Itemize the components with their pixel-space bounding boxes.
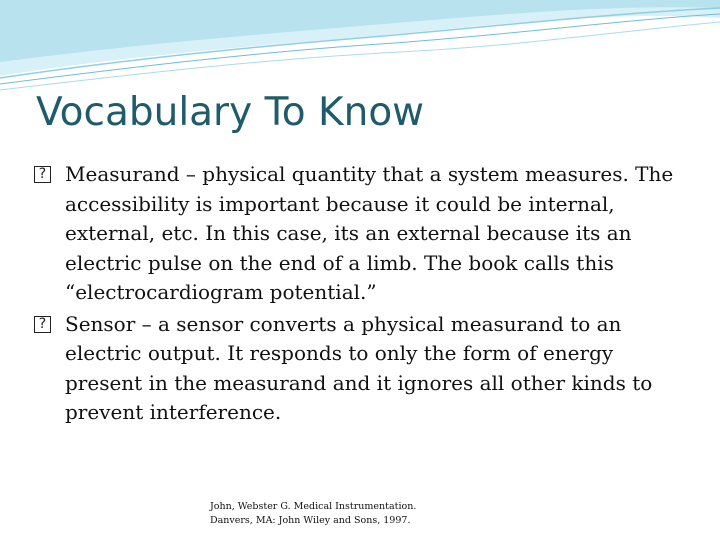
missing-glyph-bullet-icon: ? (34, 316, 51, 333)
bullet-list (34, 160, 694, 430)
citation-line-1: John, Webster G. Medical Instrumentation. (210, 501, 417, 512)
citation-line-2: Danvers, MA: John Wiley and Sons, 1997. (210, 515, 411, 526)
bullet-text: Sensor – a sensor converts a physical measurand to an electric output. It responds to only the form of energy present in the measurand and it ignores all other kinds to prevent interference. (65, 311, 653, 424)
bullet-text: Measurand – physical quantity that a system measures. The accessibility is important because it could be internal, external, etc. In this case, its an external because its an electric pulse on the end of a limb. The book calls this “electrocardiogram potential.” (65, 162, 674, 304)
missing-glyph-bullet-icon: ? (34, 166, 51, 183)
bullet-sensor (34, 310, 694, 428)
slide-title: Vocabulary To Know (36, 90, 425, 135)
citation (210, 500, 416, 528)
bullet-measurand (34, 160, 694, 308)
